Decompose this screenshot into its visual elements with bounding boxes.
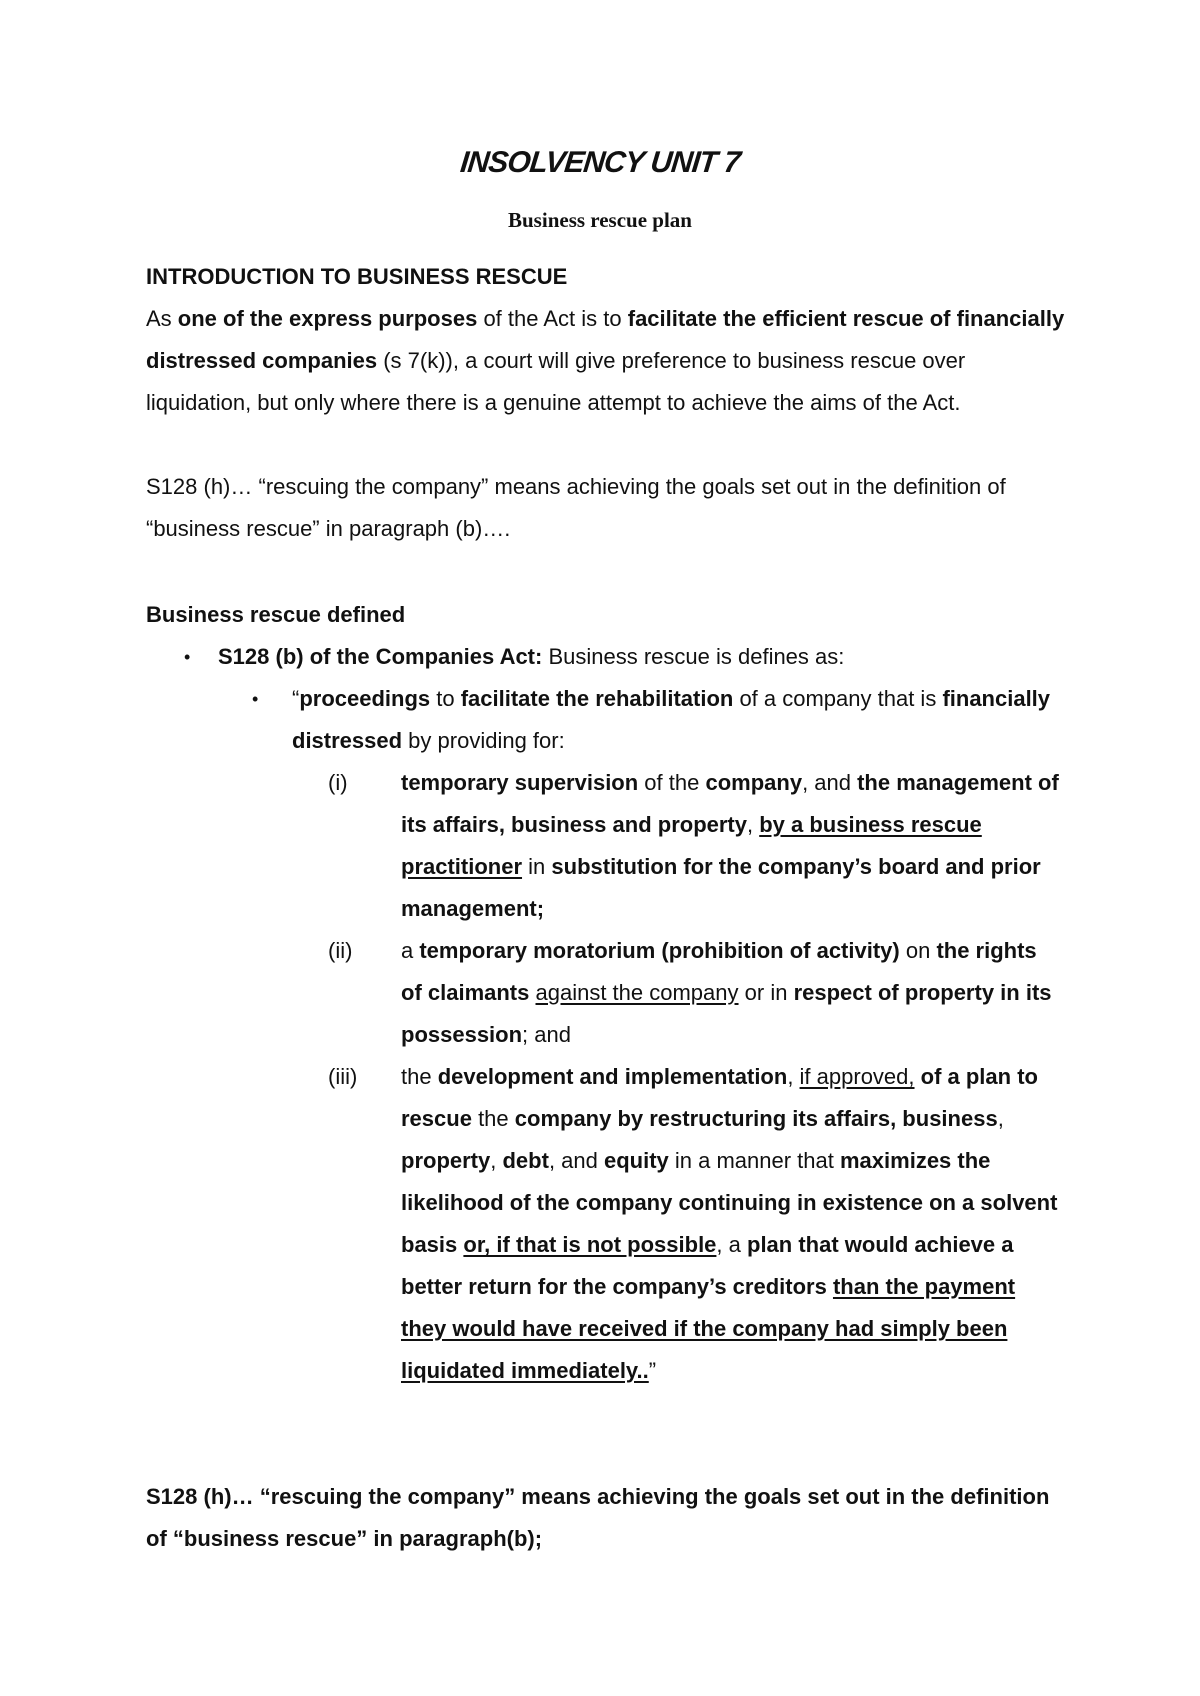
item-number: (iii): [328, 1064, 358, 1089]
s128-h-final-paragraph: S128 (h)… “rescuing the company” means achieving the goals set out in the definition of “business rescue” in paragraph(b);: [146, 1484, 1050, 1551]
intro-paragraph: As one of the express purposes of the Act is to facilitate the efficient rescue of financially distressed companies (s 7(k)), a court will give preference to business rescue over liquidation, but only where there is a genuine attempt to achieve the aims of the Act.: [146, 306, 1065, 415]
business-rescue-defined-heading: Business rescue defined: [146, 602, 406, 627]
intro-heading: INTRODUCTION TO BUSINESS RESCUE: [146, 264, 568, 289]
bullet-icon: •: [252, 689, 259, 709]
s128-h-paragraph: S128 (h)… “rescuing the company” means achieving the goals set out in the definition of “business rescue” in paragraph (b)….: [146, 474, 1006, 541]
document-subtitle: Business rescue plan: [508, 208, 692, 232]
item-number: (ii): [328, 938, 353, 963]
document-page: INSOLVENCY UNIT 7 Business rescue plan INTRODUCTION TO BUSINESS RESCUE As one of the express purposes of the Act is to facilitate the efficient rescue of financially distressed companies (s 7(k)), a court will give preference to business rescue over liquidation, but only where there is a genuine attempt to achieve the aims of the Act. S128 (h)… “rescuing the company” means achieving the goals set out in the definition of “business rescue” in paragraph (b)…. Business rescue defined • S128 (b) of the Companies Act: Business rescue is defines as: • “proceedings to facilitate the rehabilitation of a company that is financially distressed by providing for: (i) temporary supervision of the company, and the management of its affairs, business and property, by a business rescue practitioner in substitution for the company’s board and prior management; (ii) a temporary moratorium (prohibition of activity) on the rights of claimants against the company or in respect of property in its possession; and (iii) the development and implementation, if approved, of a plan to rescue the company by restructuring its affairs, business, property, debt, and equity in a manner that maximizes the likelihood of the company continuing in existence on a solvent basis or, if that is not possible, a plan that would achieve a better return for the company’s creditors than the payment they would have received if the company had simply been liquidated immediately..” S128 (h)… “rescuing the company” means achieving the goals set out in the definition of “business rescue” in paragraph(b);: [0, 0, 1200, 1696]
document-title: INSOLVENCY UNIT 7: [458, 146, 742, 179]
bullet-icon: •: [184, 647, 191, 667]
item-number: (i): [328, 770, 348, 795]
